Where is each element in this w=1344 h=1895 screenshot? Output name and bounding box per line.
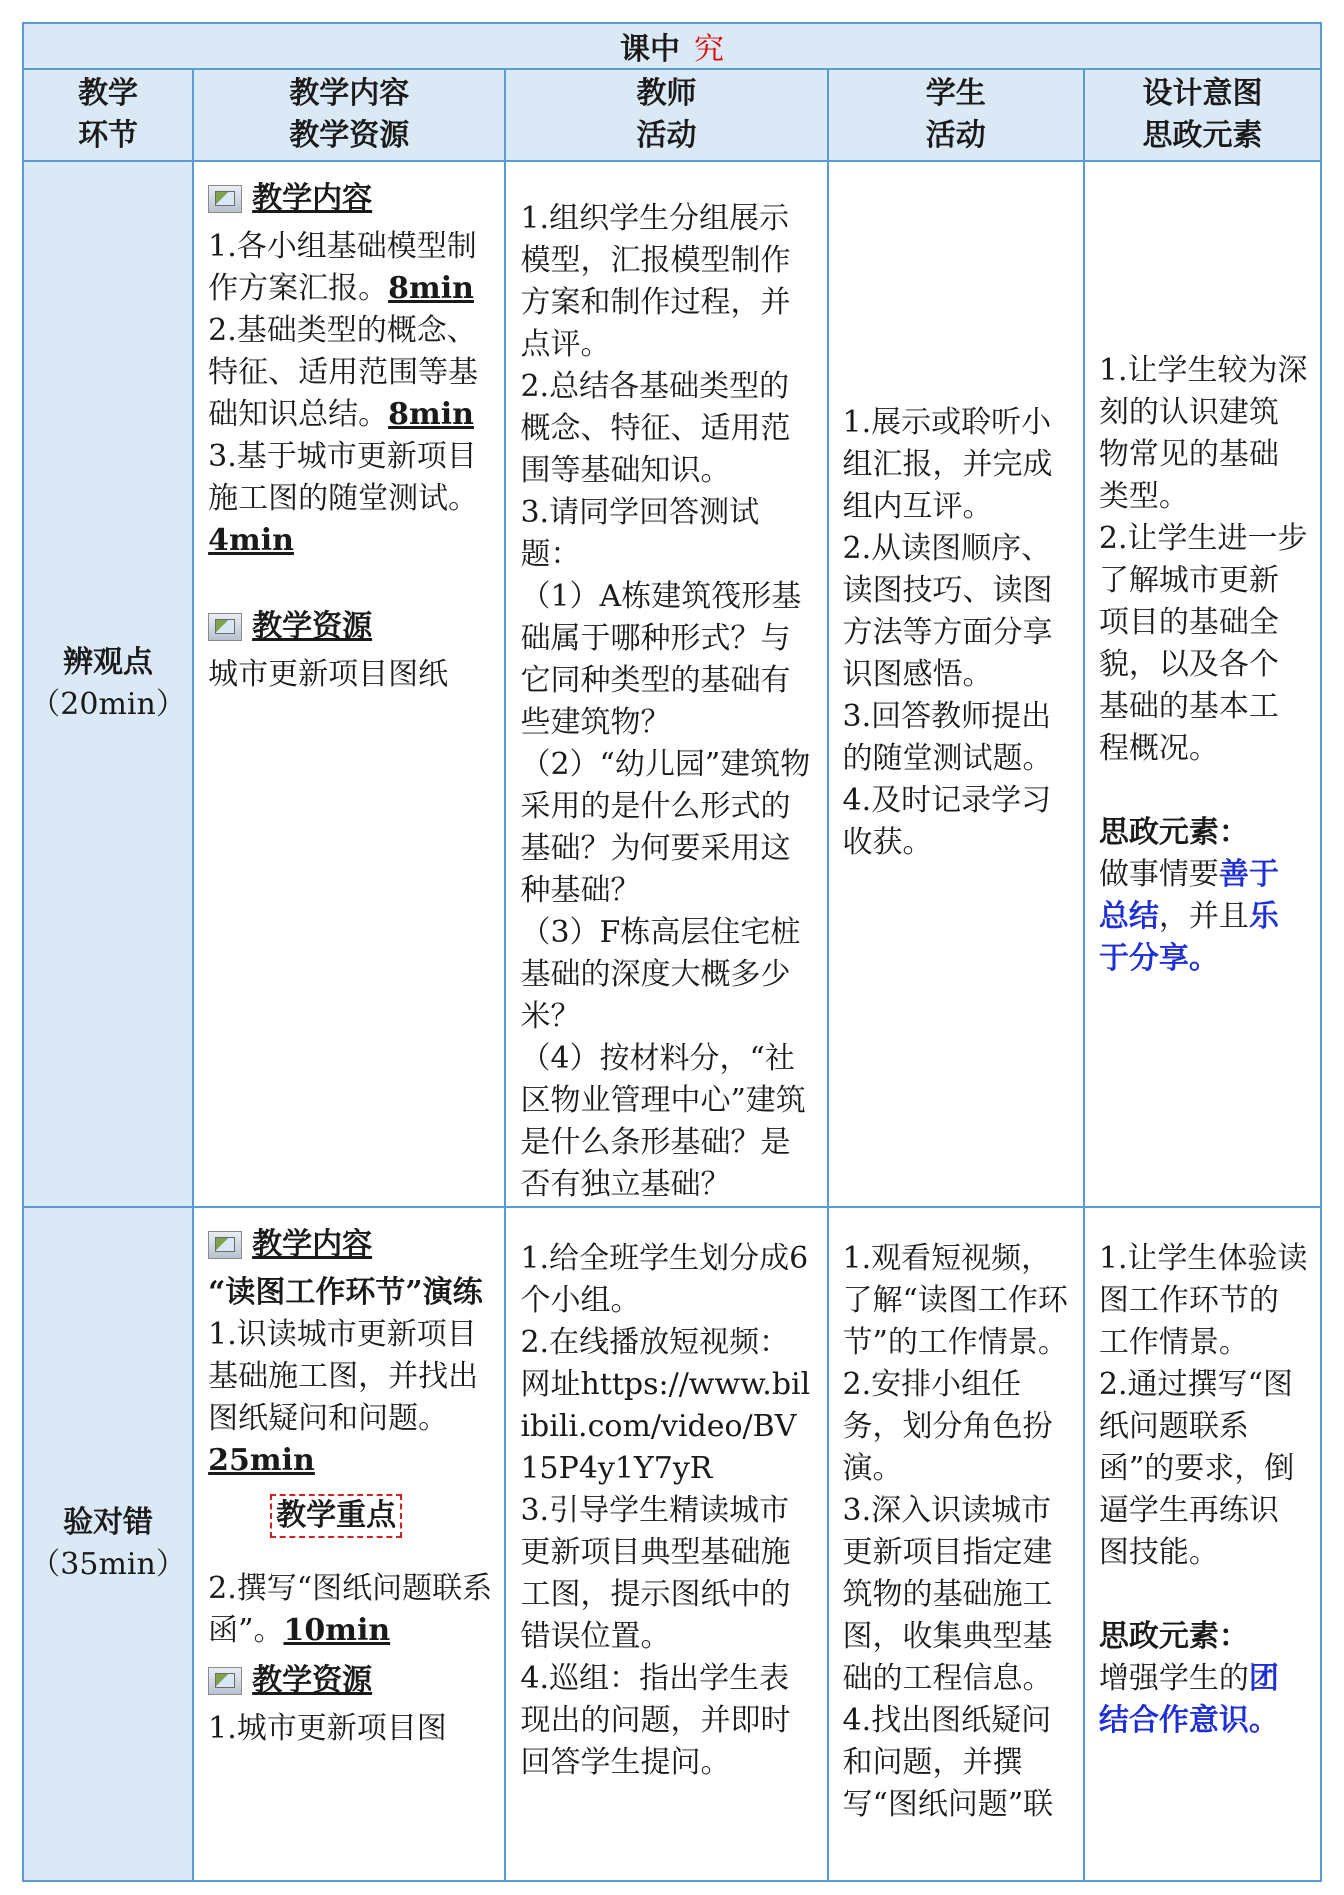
content-heading: 教学内容 (208, 178, 492, 220)
stage-time: （35min） (30, 1547, 186, 1582)
content-cell-1 (193, 161, 505, 1207)
list-item: 4.及时记录学习收获。 (842, 783, 1052, 860)
list-item: （3）F栋高层住宅桩基础的深度大概多少米？ (520, 915, 801, 1034)
header-student: 学生 活动 (828, 69, 1084, 161)
stage-name: 辨观点 (63, 645, 154, 680)
list-item: 3.深入识读城市更新项目指定建筑物的基础施工图，收集典型基础的工程信息。 (842, 1493, 1053, 1696)
stage-name: 验对错 (63, 1505, 154, 1540)
list-item: 3.请同学回答测试题： (520, 495, 760, 572)
list-item: 3.回答教师提出的随堂测试题。 (842, 699, 1053, 776)
ideology-label: 思政元素： (1098, 815, 1249, 850)
ideology-text: 增强学生的团结合作意识。 (1098, 1661, 1279, 1738)
list-item: 2.安排小组任务，划分角色扮演。 (842, 1367, 1053, 1486)
list-item: 1.给全班学生划分成6个小组。 (520, 1241, 809, 1318)
stage-cell-2 (23, 1207, 193, 1881)
resource-text: 1.城市更新项目图 (208, 1711, 447, 1746)
list-item: （1）A栋建筑筏形基础属于哪种形式？与它同种类型的基础有些建筑物？ (520, 579, 802, 740)
list-item: 2.撰写“图纸问题联系函”。10min (208, 1571, 493, 1648)
list-item: 2.从读图顺序、读图技巧、读图方法等方面分享识图感悟。 (842, 531, 1053, 692)
list-item: 2.通过撰写“图纸问题联系函”的要求，倒逼学生再练识图技能。 (1098, 1367, 1295, 1570)
key-point-badge: 教学重点 (270, 1494, 402, 1538)
image-icon (208, 1667, 242, 1695)
list-item-time: 25min (208, 1443, 315, 1478)
list-item: 3.引导学生精读城市更新项目典型基础施工图，提示图纸中的错误位置。 (520, 1493, 791, 1654)
banner-title: 课中 (620, 32, 680, 67)
list-item: 1.让学生体验读图工作环节的工作情景。 (1098, 1241, 1308, 1360)
teacher-cell-2 (505, 1207, 827, 1881)
section-banner (23, 23, 1321, 69)
list-item: 1.让学生较为深刻的认识建筑物常见的基础类型。 (1098, 353, 1308, 514)
list-item: 2.在线播放短视频：网址https://www.bilibili.com/video/BV15P4y1Y7yR (520, 1325, 811, 1486)
list-item: 2.总结各基础类型的概念、特征、适用范围等基础知识。 (520, 369, 791, 488)
list-item: 4.找出图纸疑问和问题，并撰写“图纸问题”联 (842, 1703, 1054, 1822)
content-cell-2 (193, 1207, 505, 1881)
resource-heading: 教学资源 (208, 1660, 492, 1702)
resource-heading: 教学资源 (208, 606, 492, 648)
header-design: 设计意图 思政元素 (1084, 69, 1321, 161)
design-cell-1 (1084, 161, 1321, 1207)
list-item: 3.基于城市更新项目施工图的随堂测试。4min (208, 439, 479, 558)
image-icon (208, 613, 242, 641)
stage-time: （20min） (30, 687, 186, 722)
header-stage: 教学 环节 (23, 69, 193, 161)
image-icon (208, 185, 242, 213)
design-cell-2 (1084, 1207, 1321, 1881)
ideology-text: 做事情要善于总结，并且乐于分享。 (1098, 857, 1279, 976)
list-item: 1.组织学生分组展示模型，汇报模型制作方案和制作过程，并点评。 (520, 201, 791, 362)
list-item: （2）“幼儿园”建筑物采用的是什么形式的基础？为何要采用这种基础？ (520, 747, 811, 908)
header-teacher: 教师 活动 (505, 69, 827, 161)
banner-accent: 究 (694, 32, 724, 67)
ideology-label: 思政元素： (1098, 1619, 1249, 1654)
list-item: （4）按材料分，“社区物业管理中心”建筑是什么条形基础？是否有独立基础？ (520, 1041, 806, 1202)
drill-subtitle: “读图工作环节”演练 (208, 1275, 483, 1310)
image-icon (208, 1231, 242, 1259)
list-item: 2.基础类型的概念、特征、适用范围等基础知识总结。8min (208, 313, 479, 432)
list-item: 1.各小组基础模型制作方案汇报。8min (208, 229, 477, 306)
header-content: 教学内容 教学资源 (193, 69, 505, 161)
resource-text: 城市更新项目图纸 (208, 657, 449, 692)
list-item: 1.识读城市更新项目基础施工图，并找出图纸疑问和问题。 (208, 1317, 479, 1436)
list-item: 4.巡组：指出学生表现出的问题，并即时回答学生提问。 (520, 1661, 791, 1780)
student-cell-1 (828, 161, 1084, 1207)
lesson-plan-table (22, 22, 1322, 1882)
list-item: 1.展示或聆听小组汇报，并完成组内互评。 (842, 405, 1053, 524)
teacher-cell-1 (505, 161, 827, 1207)
student-cell-2 (828, 1207, 1084, 1881)
list-item: 1.观看短视频，了解“读图工作环节”的工作情景。 (842, 1241, 1068, 1360)
stage-cell-1 (23, 161, 193, 1207)
content-heading: 教学内容 (208, 1224, 492, 1266)
list-item: 2.让学生进一步了解城市更新项目的基础全貌，以及各个基础的基本工程概况。 (1098, 521, 1308, 766)
